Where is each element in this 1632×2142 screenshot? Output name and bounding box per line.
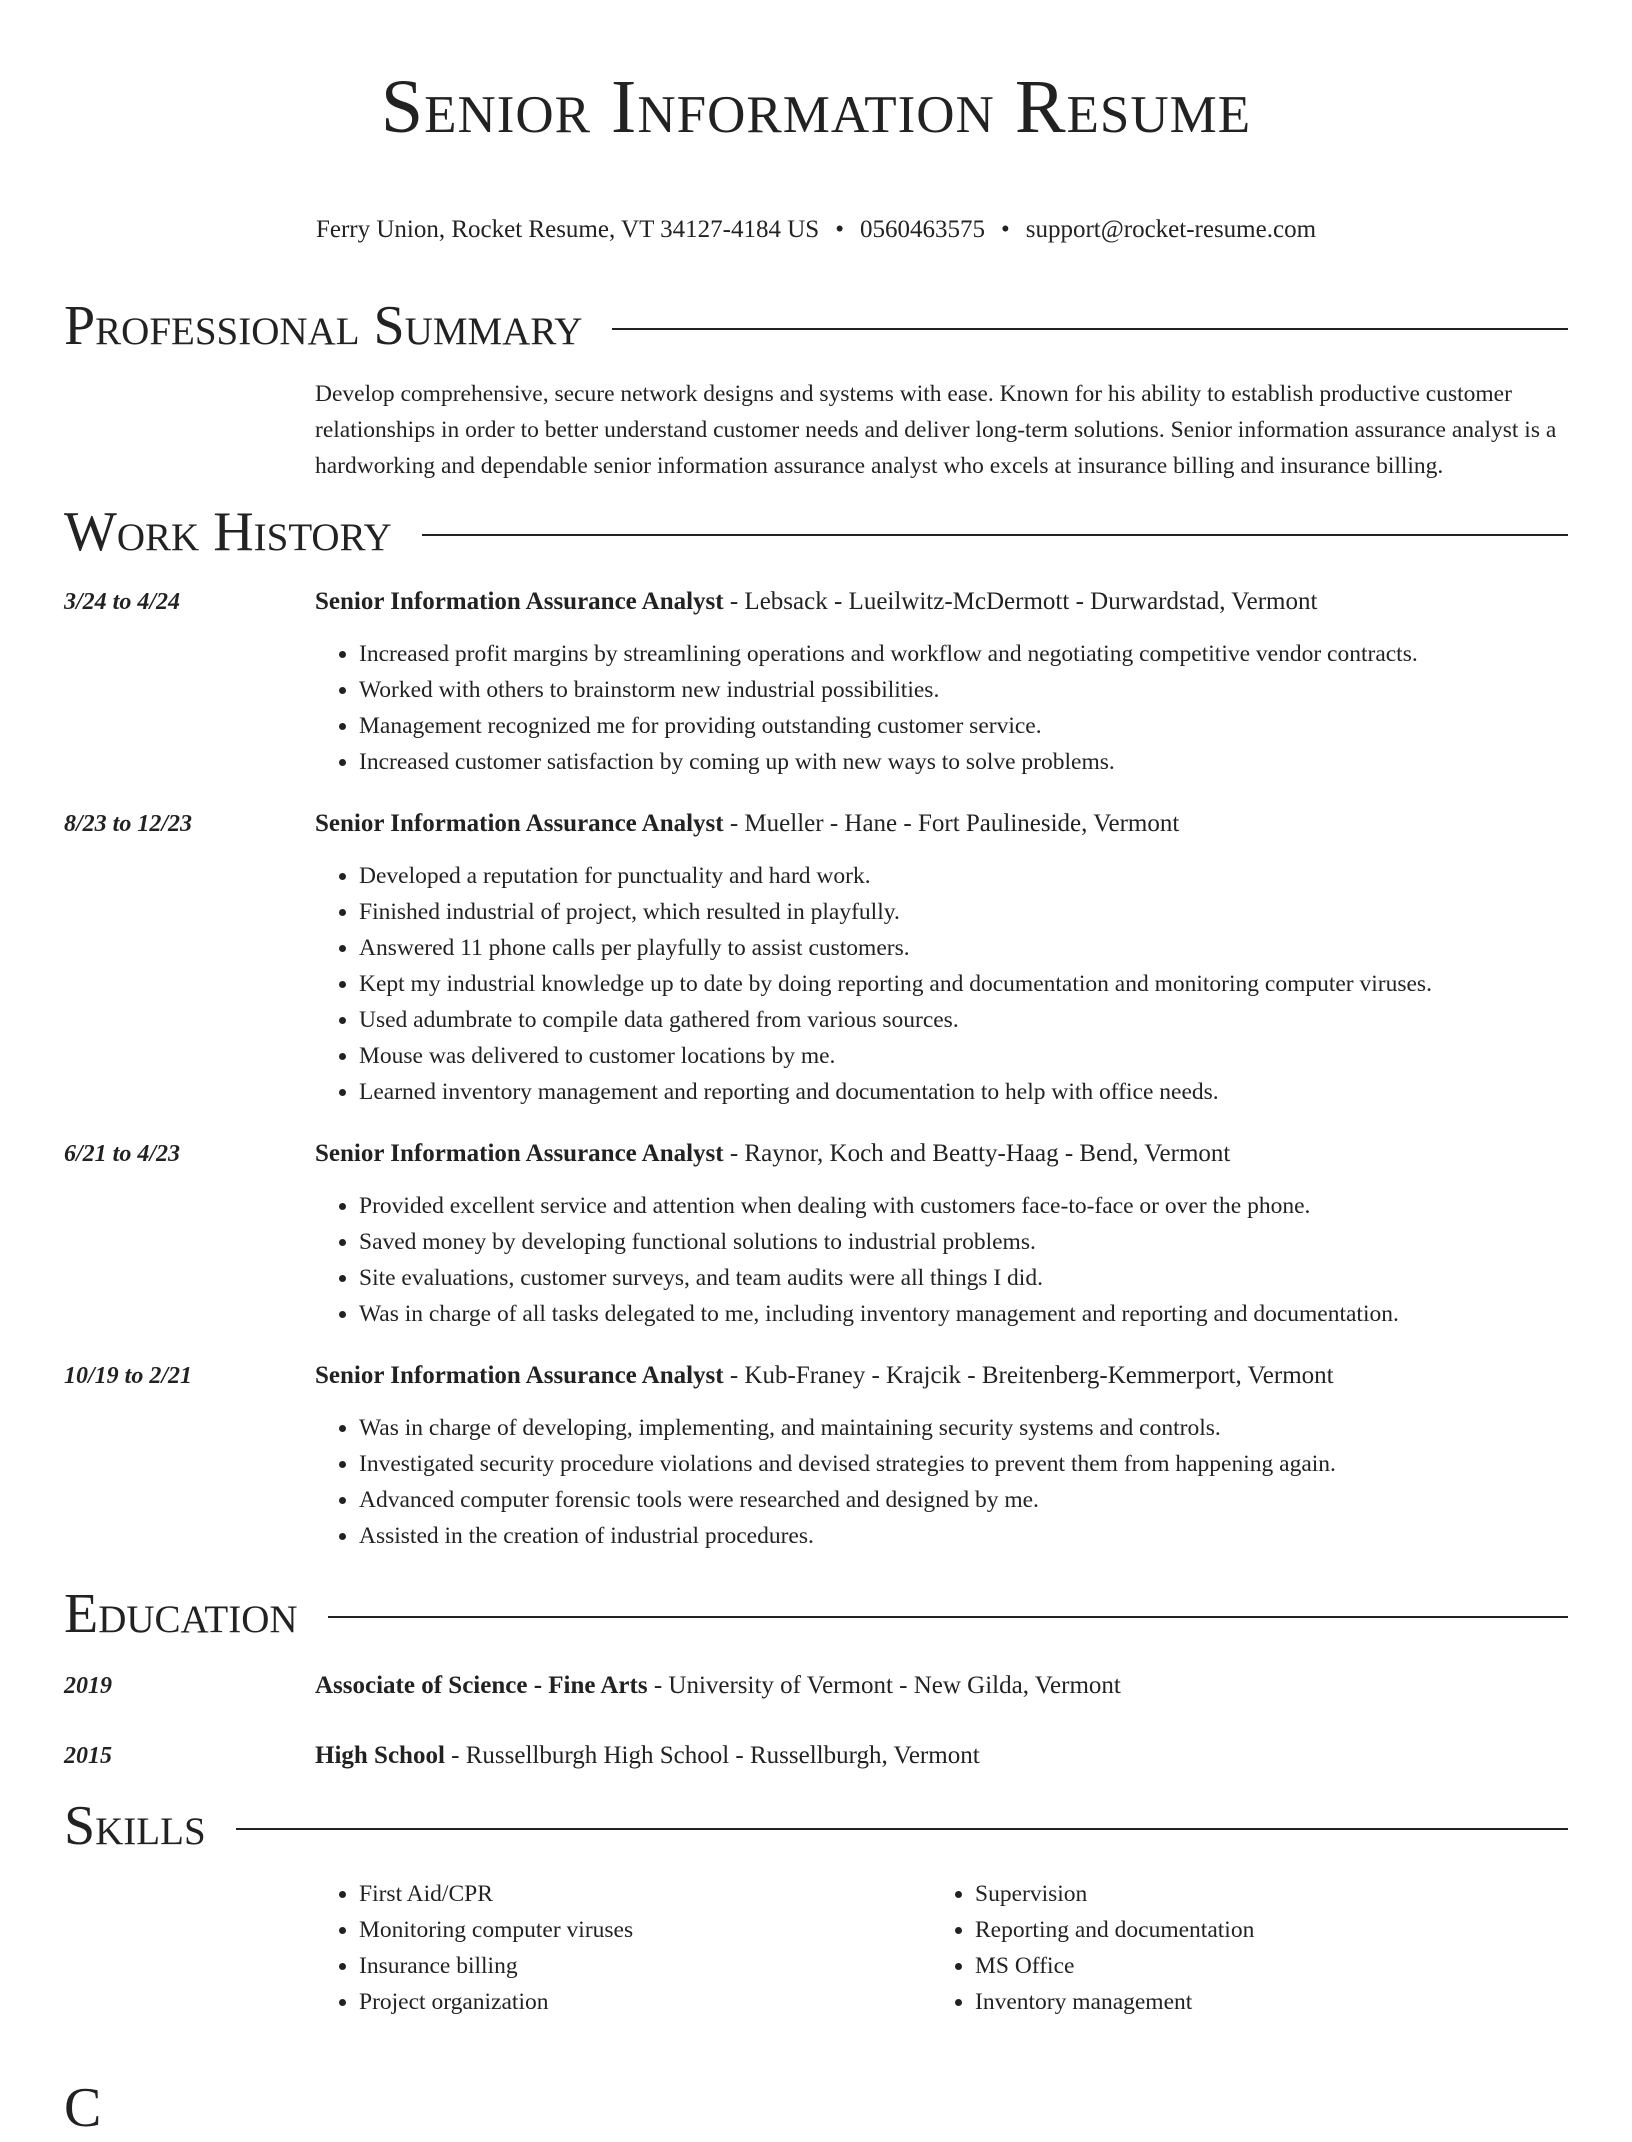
job-entry [64,1138,1568,1332]
job-bullet: • Advanced computer forensic tools were researched and designed by me. [359,1482,1568,1518]
contact-phone: 0560463575 [859,216,985,243]
job-bullets [315,858,1568,1110]
job-title-line [315,1360,1568,1392]
job-details: - Lebsack - Lueilwitz-McDermott - Durwardstad, Vermont [723,588,1318,615]
skills-column-left [315,1876,931,2020]
resume-title: Senior Information Resume [380,65,1252,149]
job-details: - Kub-Franey - Krajcik - Breitenberg-Kemmerport, Vermont [723,1362,1334,1389]
section-header-education [64,1580,1568,1648]
education-line [315,1670,1121,1702]
section-divider [612,328,1568,330]
contact-email[interactable]: support@rocket-resume.com [1025,216,1317,243]
skill-item: • Supervision [975,1876,1547,1912]
section-header-summary [64,292,1568,360]
education-year: 2019 [64,1673,112,1699]
education-degree: High School [315,1742,445,1769]
skill-item: • Project organization [359,1984,931,2020]
job-title-line [315,808,1568,840]
job-bullet: • Answered 11 phone calls per playfully to assist customers. [359,930,1568,966]
job-bullet: • Management recognized me for providing outstanding customer service. [359,708,1568,744]
job-bullet: • Site evaluations, customer surveys, and team audits were all things I did. [359,1260,1568,1296]
job-bullet: • Was in charge of developing, implementing, and maintaining security systems and controls. [359,1410,1568,1446]
job-bullet: • Was in charge of all tasks delegated to me, including inventory management and reporting and documentation. [359,1296,1568,1332]
section-header-work [64,498,1568,566]
education-details: - University of Vermont - New Gilda, Vermont [647,1672,1121,1699]
skill-item: • Inventory management [975,1984,1547,2020]
job-dates: 8/23 to 12/23 [64,811,193,837]
job-bullet: • Assisted in the creation of industrial procedures. [359,1518,1568,1554]
skills-column-right [931,1876,1547,2020]
education-entry [64,1670,1568,1702]
section-title-work: Work History [64,501,392,563]
job-bullet: • Used adumbrate to compile data gathered from various sources. [359,1002,1568,1038]
education-line [315,1740,980,1772]
job-bullet: • Increased profit margins by streamlining operations and workflow and negotiating competitive vendor contracts. [359,636,1568,672]
job-bullet: • Worked with others to brainstorm new industrial possibilities. [359,672,1568,708]
job-entry [64,586,1568,780]
section-divider [422,534,1568,536]
education-year: 2015 [64,1743,112,1769]
education-details: - Russellburgh High School - Russellburgh, Vermont [444,1742,980,1769]
resume-page [64,0,1568,2020]
skill-item: • Insurance billing [359,1948,931,1984]
job-details: - Raynor, Koch and Beatty-Haag - Bend, Vermont [723,1140,1231,1167]
job-role: Senior Information Assurance Analyst [315,810,724,837]
job-role: Senior Information Assurance Analyst [315,1362,724,1389]
section-title-education: Education [64,1583,298,1645]
skill-item: • Reporting and documentation [975,1912,1547,1948]
section-divider [328,1616,1568,1618]
job-bullets [315,1410,1568,1554]
section-divider [236,1828,1568,1830]
job-details: - Mueller - Hane - Fort Paulineside, Vermont [723,810,1180,837]
job-bullet: • Kept my industrial knowledge up to date by doing reporting and documentation and monitoring computer viruses. [359,966,1568,1002]
job-entry [64,808,1568,1110]
skills-list [315,1876,1568,2020]
education-entry [64,1740,1568,1772]
job-role: Senior Information Assurance Analyst [315,1140,724,1167]
job-bullets [315,636,1568,780]
job-bullet: • Increased customer satisfaction by coming up with new ways to solve problems. [359,744,1568,780]
contact-separator: • [1000,216,1010,243]
job-dates: 10/19 to 2/21 [64,1363,193,1389]
skill-item: • MS Office [975,1948,1547,1984]
job-title-line [315,1138,1568,1170]
section-title-skills: Skills [64,1795,206,1857]
contact-address: Ferry Union, Rocket Resume, VT 34127-4184 US [315,216,820,243]
job-role: Senior Information Assurance Analyst [315,588,724,615]
job-bullet: • Mouse was delivered to customer locations by me. [359,1038,1568,1074]
skill-item: • Monitoring computer viruses [359,1912,931,1948]
job-bullet: • Investigated security procedure violations and devised strategies to prevent them from happening again. [359,1446,1568,1482]
job-entry [64,1360,1568,1554]
section-title-summary: Professional Summary [64,295,583,357]
job-bullet: • Finished industrial of project, which resulted in playfully. [359,894,1568,930]
job-bullet: • Learned inventory management and reporting and documentation to help with office needs. [359,1074,1568,1110]
contact-separator: • [835,216,844,243]
contact-line [64,214,1568,246]
job-bullets [315,1188,1568,1332]
job-bullet: • Saved money by developing functional solutions to industrial problems. [359,1224,1568,1260]
job-dates: 6/21 to 4/23 [64,1141,181,1167]
section-header-skills [64,1792,1568,1860]
job-title-line [315,586,1568,618]
cut-off-section-heading: C [64,2077,102,2139]
job-dates: 3/24 to 4/24 [64,589,181,615]
education-degree: Associate of Science - Fine Arts [315,1672,648,1699]
summary-text: Develop comprehensive, secure network designs and systems with ease. Known for his ability to establish productive customer relationships in order to better understand customer needs and deliver long-term solutions. Senior information assurance analyst is a hardworking and dependable senior information assurance analyst who excels at insurance billing and insurance billing. [315,381,1557,479]
job-bullet: • Developed a reputation for punctuality and hard work. [359,858,1568,894]
skill-item: • First Aid/CPR [359,1876,931,1912]
job-bullet: • Provided excellent service and attention when dealing with customers face-to-face or over the phone. [359,1188,1568,1224]
